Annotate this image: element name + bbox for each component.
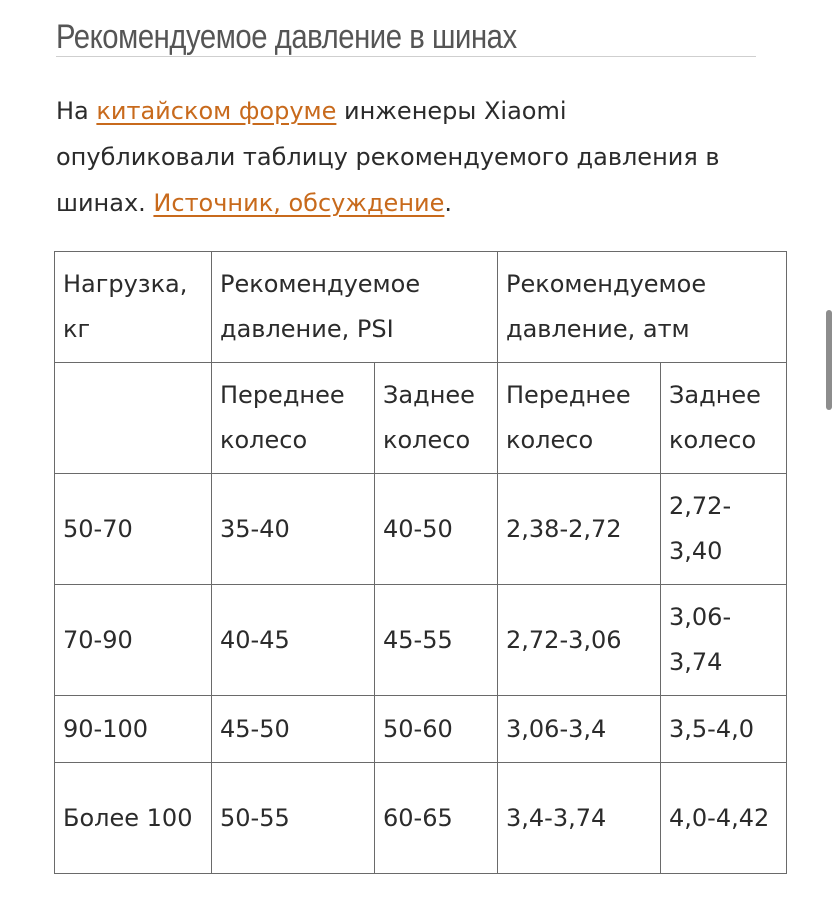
cell-rear-psi: 60-65 bbox=[375, 763, 498, 874]
scrollbar-thumb[interactable] bbox=[826, 310, 832, 410]
source-discussion-link[interactable]: Источник, обсуждение bbox=[153, 189, 445, 217]
cell-front-atm: 2,38-2,72 bbox=[498, 474, 661, 585]
intro-text-1: На bbox=[56, 97, 97, 125]
cell-rear-psi: 50-60 bbox=[375, 696, 498, 763]
intro-text-3: . bbox=[444, 189, 453, 217]
table-header-row bbox=[55, 252, 787, 363]
cell-front-atm: 3,06-3,4 bbox=[498, 696, 661, 763]
subheader-empty bbox=[55, 363, 212, 474]
heading-divider bbox=[56, 56, 756, 57]
cell-front-psi: 35-40 bbox=[212, 474, 375, 585]
table-row bbox=[55, 585, 787, 696]
intro-text-2: инженеры Xiaomi опубликовали таблицу рекомендуемого давления в шинах. bbox=[56, 97, 720, 217]
cell-load: 90-100 bbox=[55, 696, 212, 763]
subheader-rear-psi: Заднее колесо bbox=[375, 363, 498, 474]
subheader-front-atm: Переднее колесо bbox=[498, 363, 661, 474]
cell-rear-atm: 4,0-4,42 bbox=[661, 763, 787, 874]
cell-rear-atm: 3,5-4,0 bbox=[661, 696, 787, 763]
tire-pressure-table bbox=[54, 251, 787, 874]
table-subheader-row bbox=[55, 363, 787, 474]
header-load: Нагрузка, кг bbox=[55, 252, 212, 363]
table-row bbox=[55, 696, 787, 763]
table-row bbox=[55, 474, 787, 585]
subheader-rear-atm: Заднее колесо bbox=[661, 363, 787, 474]
header-atm-group: Рекомендуемое давление, атм bbox=[498, 252, 787, 363]
cell-front-psi: 50-55 bbox=[212, 763, 375, 874]
cell-load: Более 100 bbox=[55, 763, 212, 874]
article-heading: Рекомендуемое давление в шинах bbox=[56, 18, 517, 56]
cell-rear-psi: 40-50 bbox=[375, 474, 498, 585]
cell-rear-atm: 3,06-3,74 bbox=[661, 585, 787, 696]
intro-paragraph bbox=[56, 88, 736, 226]
cell-rear-psi: 45-55 bbox=[375, 585, 498, 696]
chinese-forum-link[interactable]: китайском форуме bbox=[96, 97, 337, 125]
cell-load: 70-90 bbox=[55, 585, 212, 696]
table-row bbox=[55, 763, 787, 874]
cell-load: 50-70 bbox=[55, 474, 212, 585]
cell-rear-atm: 2,72-3,40 bbox=[661, 474, 787, 585]
header-psi-group: Рекомендуемое давление, PSI bbox=[212, 252, 498, 363]
cell-front-atm: 3,4-3,74 bbox=[498, 763, 661, 874]
subheader-front-psi: Переднее колесо bbox=[212, 363, 375, 474]
cell-front-psi: 40-45 bbox=[212, 585, 375, 696]
cell-front-atm: 2,72-3,06 bbox=[498, 585, 661, 696]
cell-front-psi: 45-50 bbox=[212, 696, 375, 763]
